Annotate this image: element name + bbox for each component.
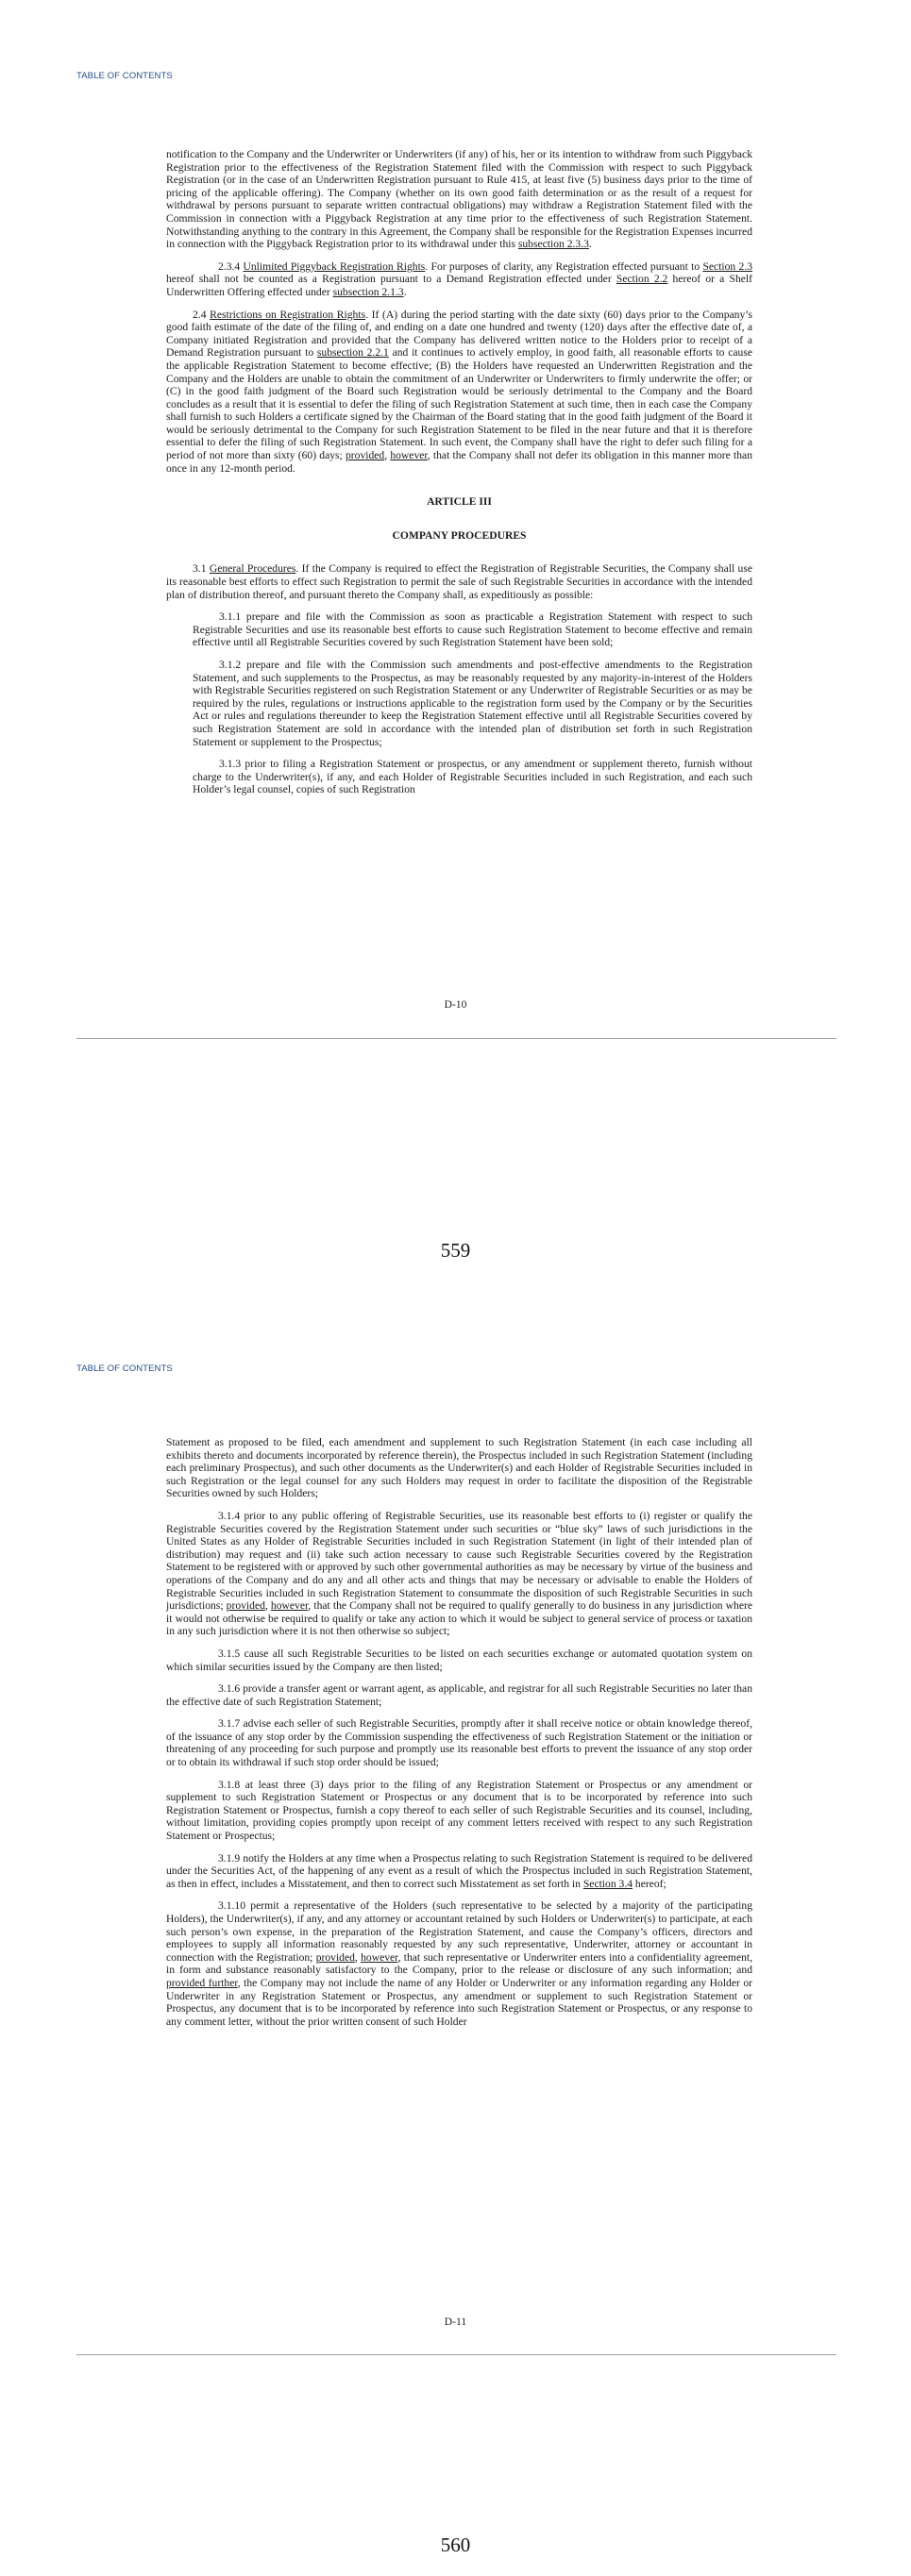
document-page-d11 (0, 1288, 911, 2576)
footer-page-number: D-10 (444, 998, 467, 1011)
section-3-1-6: 3.1.6 provide a transfer agent or warrant agent, as applicable, and registrar for all such Registrable Securities no later than the effective date of such Registration Statement; (166, 1682, 752, 1708)
cross-reference-link: subsection 2.1.3 (332, 285, 404, 298)
section-2-3-4: 2.3.4 Unlimited Piggyback Registration Rights. For purposes of clarity, any Registration effected pursuant to Section 2.3 hereof shall not be counted as a Registration pursuant to a Demand Registration effected under Section 2.2 hereof or a Shelf Underwritten Offering effected under subsection 2.1.3. (166, 259, 753, 298)
section-2-4: 2.4 Restrictions on Registration Rights. If (A) during the period starting with the date sixty (60) days prior to the Company’s good faith estimate of the date of the filing of, and ending on a date one hundred and twenty (120) days after the effective date of, a Company initiated Registration and provided that the Company has delivered written notice to the Holders prior to receipt of a Demand Registration pursuant to subsection 2.2.1 and it continues to actively employ, in good faith, all reasonable efforts to cause the applicable Registration Statement to become effective; (B) the Holders have requested an Underwritten Registration and the Company and the Holders are unable to obtain the commitment of an Underwriter or Underwriters to firmly underwrite the offer; or (C) in the good faith judgment of the Board such Registration would be seriously detrimental to the Company and the Board concludes as a result that it is essential to defer the filing of such Registration Statement at such time, then in each case the Company shall furnish to such Holders a certificate signed by the Chairman of the Board stating that in the good faith judgment of the Board it would be seriously detrimental to the Company for such Registration Statement to be filed in the near future and that it is therefore essential to defer the filing of such Registration Statement. In such event, the Company shall have the right to defer such filing for a period of not more than sixty (60) days; provided, however, that the Company shall not defer its obligation in this manner more than once in any 12-month period. (166, 308, 752, 475)
page-body (166, 1436, 752, 2037)
page-body (166, 148, 752, 806)
cross-reference-link: Section 2.3 (702, 259, 753, 273)
section-3-1-1: 3.1.1 prepare and file with the Commission as soon as practicable a Registration Statement with respect to such Registrable Securities and use its reasonable best efforts to cause such Registration Statement to become effective and remain effective until all Registrable Securities covered by such Registration Statement have been sold; (193, 611, 752, 649)
section-3-1-10: 3.1.10 permit a representative of the Holders (such representative to be selected by a majority of the participating Holders), the Underwriter(s), if any, and any attorney or accountant retained by such Holders or Underwriter(s) to participate, at each such person’s own expense, in the preparation of the Registration Statement, and cause the Company’s officers, directors and employees to supply all information reasonably requested by any such representative, Underwriter, attorney or accountant in connection with the Registration; provided, however, that such representative or Underwriter enters into a confidentiality agreement, in form and substance reasonably satisfactory to the Company, prior to the release or disclosure of any such information; and provided further, the Company may not include the name of any Holder or Underwriter or any information regarding any Holder or Underwriter in any Registration Statement or Prospectus, any amendment or supplement to such Registration Statement or Prospectus, any document that is to be incorporated by reference into such Registration Statement or Prospectus, or any response to any comment letter, without the prior written consent of such Holder (166, 1899, 753, 2028)
cross-reference-link: Section 2.2 (616, 273, 668, 286)
article-heading: ARTICLE III (427, 495, 492, 509)
section-heading: Restrictions on Registration Rights (210, 308, 366, 321)
footer-page-number: D-11 (444, 2316, 467, 2328)
article-title: COMPANY PROCEDURES (392, 528, 527, 542)
table-of-contents-link[interactable]: TABLE OF CONTENTS (76, 71, 173, 81)
pdf-page-number: 559 (440, 1239, 471, 1262)
section-heading: General Procedures (209, 562, 296, 576)
section-3-1-3: 3.1.3 prior to filing a Registration Statement or prospectus, or any amendment or supplement thereto, furnish without charge to the Underwriter(s), if any, and each Holder of Registrable Securities included in such Registration, and each such Holder’s legal counsel, copies of such Registration (193, 758, 752, 796)
section-3-1-4: 3.1.4 prior to any public offering of Registrable Securities, use its reasonable best efforts to (i) register or qualify the Registrable Securities covered by the Registration Statement under such securities or “blue sky” laws of such jurisdictions in the United States as any Holder of Registrable Securities included in such Registration Statement (in light of their intended plan of distribution) may request and (ii) take such action necessary to cause such Registrable Securities covered by the Registration Statement to be registered with or approved by such other governmental authorities as may be necessary by virtue of the business and operations of the Company and do any and all other acts and things that may be necessary or advisable to enable the Holders of Registrable Securities included in such Registration Statement to consummate the disposition of such Registrable Securities in such jurisdictions; provided, however, that the Company shall not be required to qualify generally to do business in any jurisdiction where it would not otherwise be required to qualify or take any action to which it would be subject to general service of process or taxation in any such jurisdiction where it is not then otherwise so subject; (166, 1509, 753, 1638)
continued-paragraph: notification to the Company and the Underwriter or Underwriters (if any) of his, her or its intention to withdraw from such Piggyback Registration prior to the effectiveness of the Registration Statement filed with the Commission with respect to such Piggyback Registration (or in the case of an Underwritten Registration pursuant to Rule 415, at least five (5) business days prior to the time of pricing of the applicable offering). The Company (whether on its own good faith determination or as the result of a request for withdrawal by persons pursuant to separate written contractual obligations) may withdraw a Registration Statement filed with the Commission in connection with a Piggyback Registration at any time prior to the effectiveness of such Registration Statement. Notwithstanding anything to the contrary in this Agreement, the Company shall be responsible for the Registration Expenses incurred in connection with the Piggyback Registration prior to its withdrawal under this subsection 2.3.3. (166, 148, 752, 251)
section-3-1-2: 3.1.2 prepare and file with the Commission such amendments and post-effective amendments to the Registration Statement, and such supplements to the Prospectus, as may be reasonably requested by any majority-in-interest of the Holders with Registrable Securities registered on such Registration Statement or any Underwriter of Registrable Securities or as may be required by the rules, regulations or instructions applicable to the registration form used by the Company or by the Securities Act or rules and regulations thereunder to keep the Registration Statement effective until all Registrable Securities covered by such Registration Statement are sold in accordance with the intended plan of distribution set forth in such Registration Statement or supplement to the Prospectus; (193, 659, 752, 748)
section-3-1: 3.1 General Procedures. If the Company is required to effect the Registration of Registrable Securities, the Company shall use its reasonable best efforts to effect such Registration to permit the sale of such Registrable Securities in accordance with the intended plan of distribution thereof, and pursuant thereto the Company shall, as expeditiously as possible: (166, 562, 753, 601)
cross-reference-link: subsection 2.2.1 (316, 346, 389, 360)
table-of-contents-link[interactable]: TABLE OF CONTENTS (76, 1363, 173, 1374)
page-divider (76, 2354, 836, 2355)
cross-reference-link: subsection 2.3.3 (517, 238, 589, 251)
continued-paragraph: Statement as proposed to be filed, each amendment and supplement to such Registration Statement (in each case including all exhibits thereto and documents incorporated by reference therein), the Prospectus included in such Registration Statement (including each preliminary Prospectus), and such other documents as the Underwriter(s) and each Holder of Registrable Securities included in such Registration or the legal counsel for any such Holders may request in order to facilitate the disposition of the Registrable Securities owned by such Holders; (166, 1436, 752, 1500)
section-heading: Unlimited Piggyback Registration Rights (243, 259, 426, 273)
section-3-1-8: 3.1.8 at least three (3) days prior to the filing of any Registration Statement or Prospectus or any amendment or supplement to such Registration Statement or Prospectus or any document that is to be incorporated by reference into such Registration Statement or Prospectus, furnish a copy thereof to each seller of such Registrable Securities and its counsel, including, without limitation, providing copies promptly upon receipt of any comment letters received with respect to any such Registration Statement or Prospectus; (166, 1778, 752, 1843)
page-divider (76, 1038, 836, 1039)
section-3-1-7: 3.1.7 advise each seller of such Registrable Securities, promptly after it shall receive notice or obtain knowledge thereof, of the issuance of any stop order by the Commission suspending the effectiveness of such Registration Statement or the initiation or threatening of any proceeding for such purpose and promptly use its reasonable best efforts to prevent the issuance of any stop order or to obtain its withdrawal if such stop order should be issued; (166, 1717, 752, 1769)
pdf-page-number: 560 (440, 2534, 471, 2556)
section-3-1-9: 3.1.9 notify the Holders at any time when a Prospectus relating to such Registration Statement is required to be delivered under the Securities Act, of the happening of any event as a result of which the Prospectus included in such Registration Statement, as then in effect, includes a Misstatement, and then to correct such Misstatement as set forth in Section 3.4 hereof; (166, 1851, 752, 1890)
cross-reference-link: Section 3.4 (582, 1877, 633, 1890)
section-3-1-5: 3.1.5 cause all such Registrable Securities to be listed on each securities exchange or automated quotation system on which similar securities issued by the Company are then listed; (166, 1647, 752, 1673)
